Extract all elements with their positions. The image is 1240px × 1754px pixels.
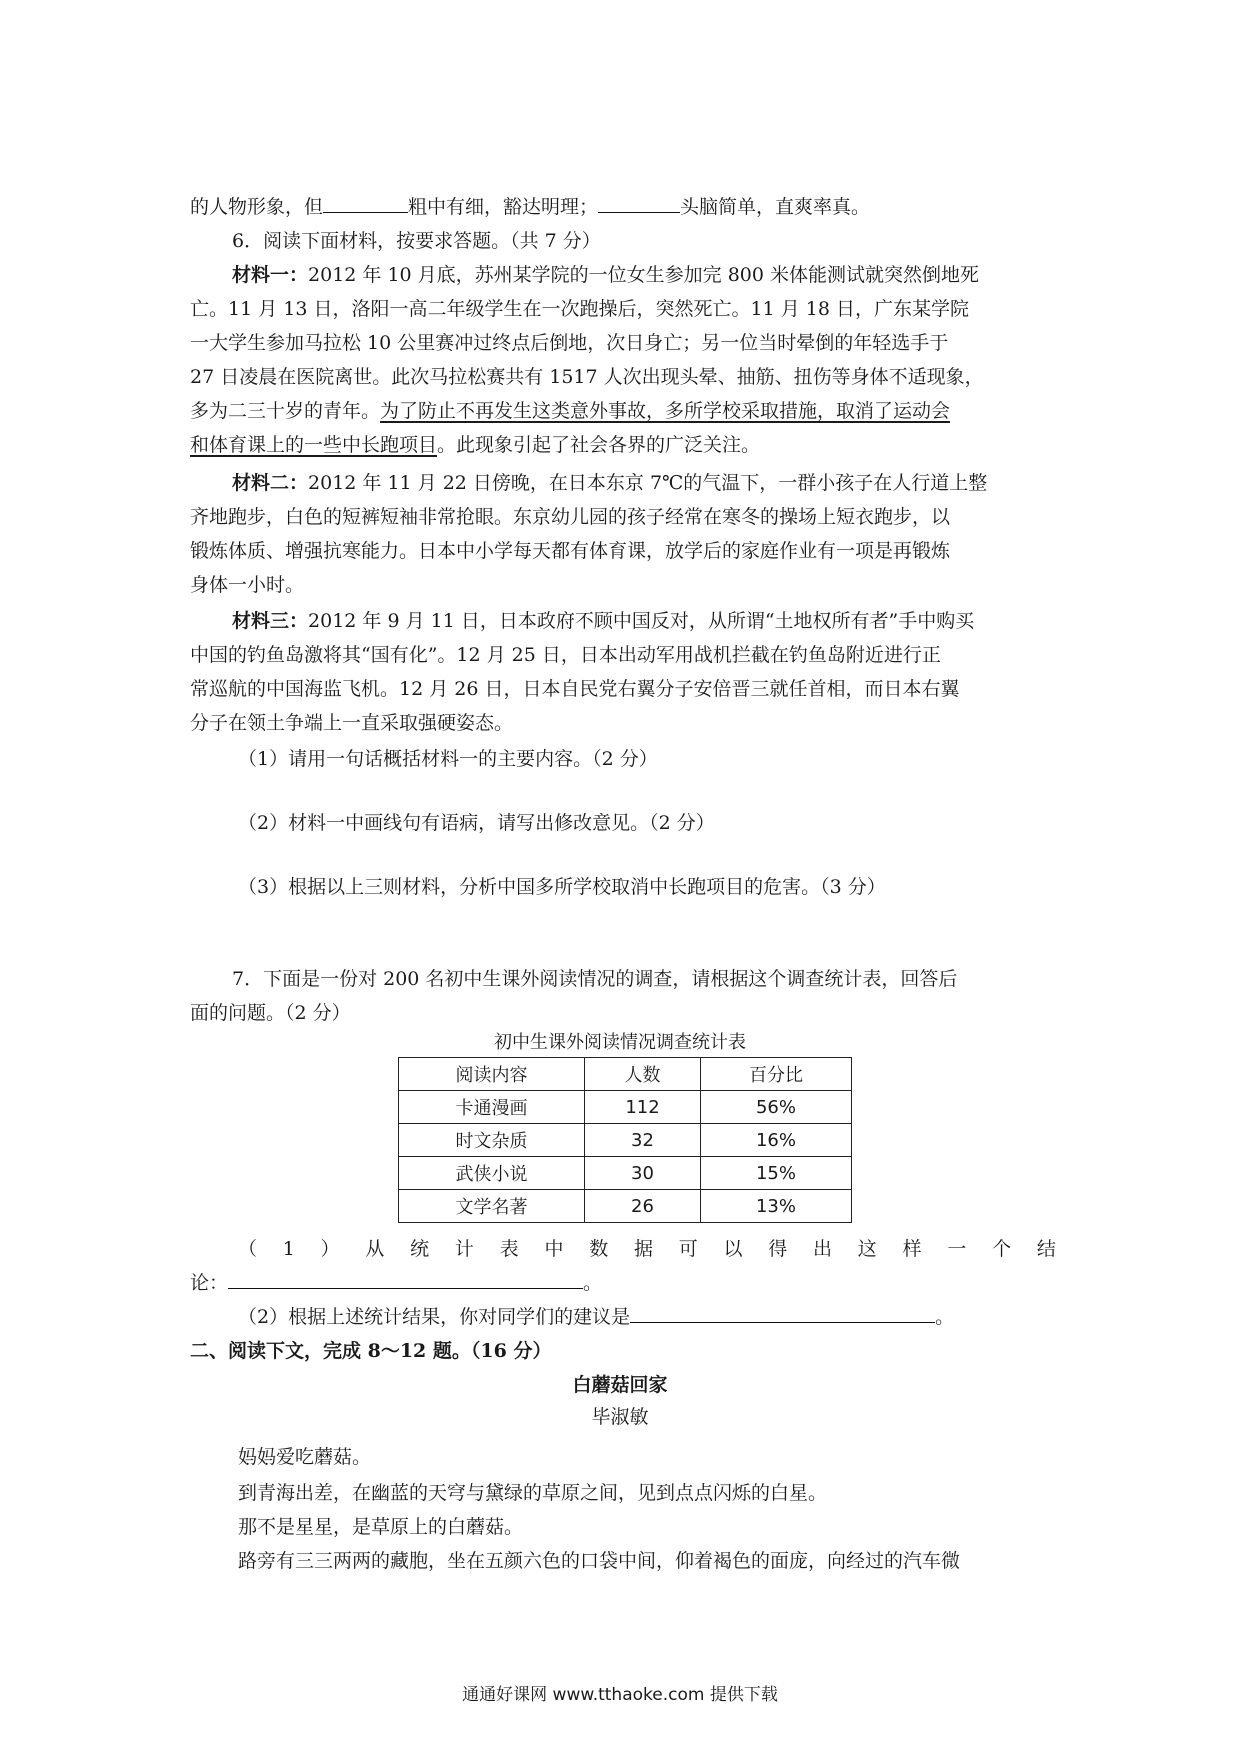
section-2-heading: 二、阅读下文，完成 8～12 题。（16 分）: [190, 1340, 552, 1362]
underlined-sentence: 为了防止不再发生这类意外事故，多所学校采取措施，取消了运动会: [380, 400, 951, 422]
answer-blank[interactable]: [228, 1268, 583, 1289]
question-7-line: 面的问题。（2 分）: [190, 1002, 351, 1024]
table-cell: 15%: [701, 1157, 852, 1190]
sub-question-3: （3）根据以上三则材料，分析中国多所学校取消中长跑项目的危害。（3 分）: [238, 876, 886, 898]
question-7-line: 7．下面是一份对 200 名初中生课外阅读情况的调查，请根据这个调查统计表，回答后: [232, 968, 958, 990]
material-3-line: 材料三：2012 年 9 月 11 日，日本政府不顾中国反对，从所谓“土地权所有者”手中购买: [232, 610, 975, 632]
answer-blank[interactable]: [630, 1302, 935, 1323]
table-header: 百分比: [701, 1058, 852, 1091]
material-2-line: 材料二：2012 年 11 月 22 日傍晚，在日本东京 7℃的气温下，一群小孩子在人行道上整: [232, 472, 988, 494]
answer-blank[interactable]: [323, 192, 408, 213]
q7-sub-question-2: （2）根据上述统计结果，你对同学们的建议是 。: [238, 1300, 1108, 1334]
material-3-line: 中国的钓鱼岛激将其“国有化”。12 月 25 日，日本出动军用战机拦截在钓鱼岛附近进行正: [190, 644, 941, 666]
table-header: 人数: [585, 1058, 701, 1091]
article-paragraph: 那不是星星，是草原上的白蘑菇。: [238, 1516, 524, 1538]
table-cell: 56%: [701, 1091, 852, 1124]
article-paragraph: 到青海出差，在幽蓝的天穹与黛绿的草原之间，见到点点闪烁的白星。: [238, 1482, 828, 1504]
material-3-line: 分子在领土争端上一直采取强硬姿态。: [190, 712, 514, 734]
q7-sub-question-1: （ 1 ） 从 统 计 表 中 数 据 可 以 得 出 这 样 一 个 结: [238, 1238, 1056, 1260]
table-cell: 32: [585, 1124, 701, 1157]
underlined-sentence: 和体育课上的一些中长跑项目: [190, 434, 438, 456]
article-title: 白蘑菇回家: [572, 1374, 668, 1396]
table-cell: 卡通漫画: [399, 1091, 585, 1124]
material-1-line: 一大学生参加马拉松 10 公里赛冲过终点后倒地，次日身亡；另一位当时晕倒的年轻选手于: [190, 332, 949, 354]
sub-question-1: （1）请用一句话概括材料一的主要内容。（2 分）: [238, 748, 658, 770]
material-2-line: 身体一小时。: [190, 574, 305, 596]
material-2-line: 齐地跑步，白色的短裤短袖非常抢眼。东京幼儿园的孩子经常在寒冬的操场上短衣跑步，以: [190, 506, 951, 528]
q7-sub-question-1-cont: 论： 。: [190, 1266, 1060, 1300]
table-cell: 时文杂质: [399, 1124, 585, 1157]
article-paragraph: 妈妈爱吃蘑菇。: [238, 1446, 372, 1468]
material-2-label: 材料二：: [232, 472, 309, 494]
table-cell: 112: [585, 1091, 701, 1124]
table-row: [399, 1157, 852, 1190]
table-cell: 武侠小说: [399, 1157, 585, 1190]
material-2-line: 锻炼体质、增强抗寒能力。日本中小学每天都有体育课，放学后的家庭作业有一项是再锻炼: [190, 540, 951, 562]
material-1-label: 材料一：: [232, 264, 309, 286]
table-row: [399, 1091, 852, 1124]
material-1-line: 27 日凌晨在医院离世。此次马拉松赛共有 1517 人次出现头晕、抽筋、扭伤等身体不适现象，: [190, 366, 984, 388]
sub-question-2: （2）材料一中画线句有语病，请写出修改意见。（2 分）: [238, 812, 715, 834]
table-header-row: [399, 1058, 852, 1091]
table-cell: 16%: [701, 1124, 852, 1157]
table-cell: 13%: [701, 1190, 852, 1223]
table-cell: 26: [585, 1190, 701, 1223]
table-row: [399, 1190, 852, 1223]
table-cell: 30: [585, 1157, 701, 1190]
table-row: [399, 1124, 852, 1157]
answer-blank[interactable]: [598, 192, 680, 213]
article-author: 毕淑敏: [591, 1406, 649, 1428]
table-cell: 文学名著: [399, 1190, 585, 1223]
article-paragraph: 路旁有三三两两的藏胞，坐在五颜六色的口袋中间，仰着褐色的面庞，向经过的汽车微: [238, 1550, 961, 1572]
table-header: 阅读内容: [399, 1058, 585, 1091]
material-3-line: 常巡航的中国海监飞机。12 月 26 日，日本自民党右翼分子安倍晋三就任首相，而日本右翼: [190, 678, 960, 700]
material-1-line: 材料一：2012 年 10 月底，苏州某学院的一位女生参加完 800 米体能测试就突然倒地死: [232, 264, 980, 286]
page-footer: 通通好课网 www.tthaoke.com 提供下载: [462, 1685, 778, 1705]
table-title: 初中生课外阅读情况调查统计表: [494, 1032, 746, 1053]
material-1-line: 多为二三十岁的青年。为了防止不再发生这类意外事故，多所学校采取措施，取消了运动会: [190, 400, 951, 422]
material-1-line: 亡。11 月 13 日，洛阳一高二年级学生在一次跑操后，突然死亡。11 月 18 日，广东某学院: [190, 298, 969, 320]
material-3-label: 材料三：: [232, 610, 309, 632]
question-6-title: 6．阅读下面材料，按要求答题。（共 7 分）: [232, 230, 601, 252]
fill-in-line: 的人物形象，但 粗中有细，豁达明理； 头脑简单，直爽率真。: [190, 190, 1060, 224]
material-1-line: 和体育课上的一些中长跑项目。此现象引起了社会各界的广泛关注。: [190, 434, 761, 456]
survey-table: [398, 1057, 852, 1223]
